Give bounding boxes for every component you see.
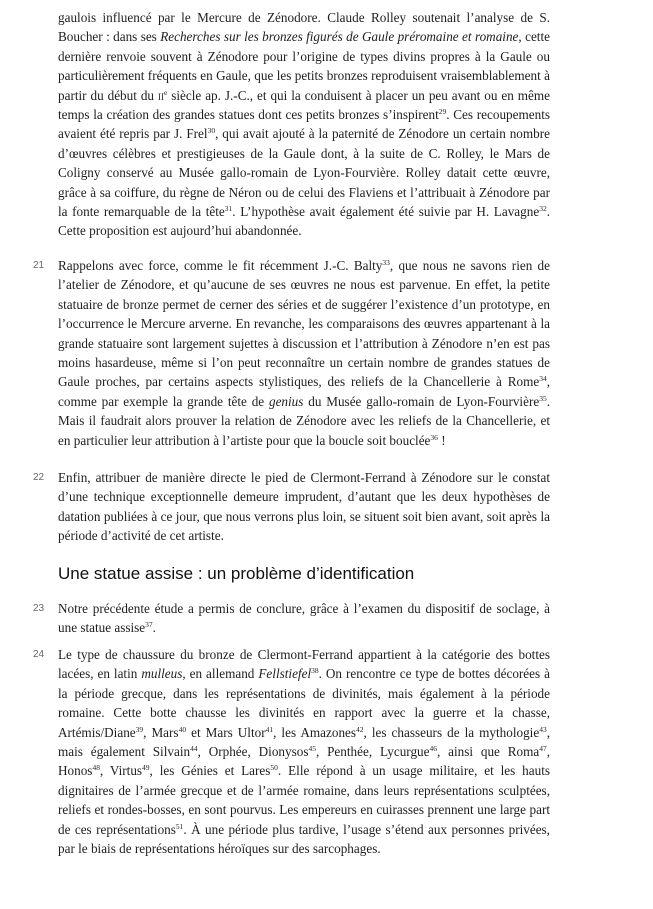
note-reference: 32 (539, 204, 547, 214)
note-reference: 34 (539, 374, 547, 384)
paragraph-21 (33, 256, 551, 450)
paragraph-number: 22 (33, 472, 45, 483)
paragraph-24 (33, 645, 551, 858)
text-run: Rappelons avec force, comme le fit récemment J.-C. Balty (58, 258, 383, 273)
text-run: , que nous ne savons rien de l’atelier de Zénodore, et qu’aucune de ses œuvres ne nous est parvenue. En effet, la petite statuaire de bronze permet de cerner des séries et de suggérer l’existence d’un prototype, en l’occurrence le Mercure arverne. En revanche, les comparaisons des œuvres appartenant à la grande statuaire sont largement sujettes à discussion et l’attribution à Zénodore n’en est pas moins hasardeuse, même si l’on peut reconnaître un certain nombre de grandes statues de Gaule proches, par certains aspects stylistiques, des reliefs de la Chancellerie à Rome (58, 258, 551, 390)
text-run: , Orphée, Dionysos (197, 744, 309, 760)
note-reference: e (163, 87, 168, 97)
text-run: . Ces recoupements avaient été repris par J. Frel (58, 107, 550, 142)
note-reference: 36 (430, 432, 438, 442)
text-run: . Mais il faudrait alors prouver la relation de Zénodore avec les reliefs de la Chancellerie, et en particulier leur attribution à l’artiste pour que la boucle soit bouclée (58, 393, 550, 448)
note-reference: 37 (145, 620, 153, 630)
italic-text: mulleus (141, 666, 183, 682)
text-run: gaulois influencé par le Mercure de Zénodore. Claude Rolley soutenait l’analyse de S. Boucher : dans ses (58, 10, 550, 45)
note-reference: 33 (382, 258, 390, 267)
note-reference: 35 (539, 393, 547, 403)
text-run: , ainsi que Roma (437, 744, 540, 760)
text-run: , les chasseurs de la mythologie (363, 724, 540, 740)
text-run: siècle ap. J.-C., et qui la conduisent à placer un peu avant ou en même temps la création des grandes statues dont ces petits bronzes s’inspirent (58, 87, 551, 123)
note-reference: 31 (224, 204, 233, 214)
text-run: . Elle répond à un usage militaire, et les hauts dignitaires de l’armée grecque et de l’armée romaine, dans leurs représentations sculptées, reliefs et rondes-bosses, en sont pourvus. Les empereurs en cuirasses prennent une large part de ces représentations (58, 763, 550, 837)
italic-text: Fellstiefel (258, 666, 312, 682)
paragraph-continued (58, 8, 550, 241)
paragraph-22 (33, 468, 550, 546)
text-run: . (152, 620, 156, 636)
note-reference: 47 (539, 744, 547, 754)
section-heading: Une statue assise : un problème d’identification (58, 564, 415, 583)
text-run: , Mars (143, 724, 179, 740)
note-reference: 30 (207, 126, 216, 136)
text-run: . À une période plus tardive, l’usage s’étend aux personnes privées, par le biais de représentations héroïques sur des sarcophages. (58, 821, 550, 857)
italic-text: Recherches sur les bronzes figurés de Gaule préromaine et romaine (160, 29, 519, 45)
note-reference: 48 (92, 763, 100, 773)
note-reference: 50 (270, 763, 278, 773)
text-run: du Musée gallo-romain de Lyon-Fourvière (303, 393, 540, 409)
text-run: , en allemand (182, 666, 259, 682)
text-run: , comme par exemple la grande tête de (58, 374, 550, 409)
note-reference: 43 (539, 724, 547, 734)
note-reference: 44 (190, 744, 198, 754)
paragraph-number: 24 (33, 649, 45, 660)
note-reference: 38 (311, 666, 319, 676)
text-run: Le type de chaussure du bronze de Clermont-Ferrand appartient à la catégorie des bottes lacées, en latin (58, 647, 550, 682)
italic-text: genius (268, 393, 304, 409)
text-run: ! (437, 432, 446, 448)
text-run: , les Génies et Lares (149, 763, 271, 779)
note-reference: 29 (438, 107, 447, 117)
text-run: , Honos (58, 744, 551, 779)
note-reference: 41 (265, 724, 274, 734)
paragraph-number: 23 (33, 603, 45, 614)
note-reference: 39 (135, 724, 144, 734)
paragraph-number: 21 (33, 260, 45, 271)
text-run: , mais également Silvain (58, 724, 550, 760)
note-reference: 45 (308, 744, 316, 754)
text-run: , Virtus (99, 763, 143, 779)
text-run: , Penthée, Lycurgue (315, 744, 430, 760)
text-run: , cette dernière renvoie souvent à Zénodore pour l’origine de types divins propres à la Gaule ou particulièrement fréquents en Gaule, que les petits bronzes reproduisent vraisemblablement à partir du début du (58, 29, 550, 103)
note-reference: 49 (142, 763, 150, 773)
note-reference: 51 (175, 821, 184, 831)
note-reference: 46 (429, 744, 438, 754)
note-reference: 42 (356, 724, 364, 734)
text-run: et Mars Ultor (186, 724, 266, 740)
text-run: , qui avait ajouté à la paternité de Zénodore un certain nombre d’œuvres célèbres et prestigieuses de la Gaule dont, à la suite de C. Rolley, le Mars de Coligny conservé au Musée gallo-romain de Lyon-Fourvière. Rolley datait cette œuvre, grâce à sa coiffure, du règne de Néron ou de celui des Flaviens et l’attribuait à Zénodore par la fonte remarquable de la tête (58, 126, 550, 220)
text-run: . Cette proposition est aujourd’hui abandonnée. (58, 204, 550, 239)
text-run: Notre précédente étude a permis de conclure, grâce à l’examen du dispositif de soclage, à une statue assise (58, 601, 550, 636)
text-run: . L’hypothèse avait également été suivie par H. Lavagne (232, 204, 540, 220)
note-reference: 40 (178, 724, 187, 734)
paragraph-23 (33, 599, 550, 638)
text-run: . On rencontre ce type de bottes décorées à la période grecque, dans les représentations de divinités, mais également à la période romaine. Cette botte chausse les divinités en rapport avec la guerre et la chasse, Artémis/Diane (58, 666, 550, 740)
century-numeral: ii (157, 87, 164, 103)
text-run: Enfin, attribuer de manière directe le pied de Clermont-Ferrand à Zénodore sur le constat d’une technique exceptionnelle demeure imprudent, d’autant que les deux hypothèses de datation publiées à ce jour, que nous verrons plus loin, se situent soit bien avant, soit après la période d’activité de cet artiste. (58, 470, 550, 544)
text-run: , les Amazones (273, 724, 357, 740)
